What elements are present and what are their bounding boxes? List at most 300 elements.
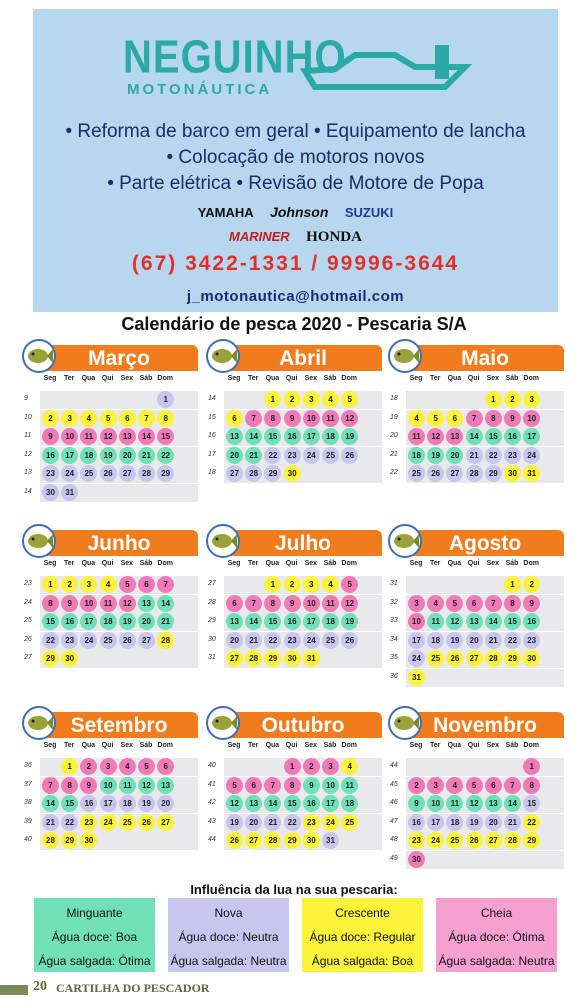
weekday-label: Ter bbox=[430, 742, 441, 749]
weekday-label: Sáb bbox=[505, 560, 519, 567]
day-cell: 20 bbox=[446, 447, 463, 464]
day-cell: 26 bbox=[226, 832, 243, 849]
day-cell: 5 bbox=[341, 576, 358, 593]
weekday-label: Sex bbox=[304, 375, 318, 382]
day-cell: 3 bbox=[303, 576, 320, 593]
week-number: 14 bbox=[24, 488, 32, 495]
day-cell: 23 bbox=[504, 447, 521, 464]
weekday-label: Dom bbox=[341, 375, 357, 382]
day-cell: 23 bbox=[42, 465, 59, 482]
week-number: 27 bbox=[24, 654, 32, 662]
day-cell: 25 bbox=[408, 465, 425, 482]
day-cell: 5 bbox=[138, 758, 155, 775]
week-number: 25 bbox=[24, 617, 32, 625]
week-row-background bbox=[406, 851, 564, 869]
day-cell: 1 bbox=[42, 576, 59, 593]
week-number: 48 bbox=[390, 836, 398, 844]
brands-row-1 bbox=[33, 204, 558, 222]
day-cell: 29 bbox=[523, 832, 540, 849]
day-cell: 24 bbox=[100, 814, 117, 831]
weekday-label: Sex bbox=[120, 375, 134, 382]
day-cell: 9 bbox=[408, 795, 425, 812]
weekday-label: Dom bbox=[523, 375, 539, 382]
day-cell: 13 bbox=[226, 428, 243, 445]
day-cell: 3 bbox=[303, 391, 320, 408]
legend-title: Influência da lua na sua pescaria: bbox=[190, 882, 398, 897]
day-cell: 8 bbox=[284, 777, 301, 794]
weekday-label: Qui bbox=[101, 375, 114, 382]
day-cell: 15 bbox=[264, 428, 281, 445]
weekday-label: Qua bbox=[447, 375, 462, 382]
weekday-label: Seg bbox=[227, 375, 241, 382]
week-number: 40 bbox=[24, 836, 32, 844]
month-name: Outubro bbox=[224, 712, 382, 738]
day-cell: 16 bbox=[523, 613, 540, 630]
day-cell: 22 bbox=[504, 632, 521, 649]
day-cell: 6 bbox=[226, 410, 243, 427]
legend-doce: Água doce: Boa bbox=[51, 930, 138, 944]
day-cell: 16 bbox=[284, 428, 301, 445]
day-cell: 24 bbox=[61, 465, 78, 482]
weekday-label: Ter bbox=[248, 560, 259, 567]
day-cell: 25 bbox=[80, 465, 97, 482]
weekday-label: Seg bbox=[409, 742, 423, 749]
weekday-label: Sex bbox=[486, 375, 500, 382]
day-cell: 2 bbox=[80, 758, 97, 775]
day-cell: 12 bbox=[119, 595, 136, 612]
week-number: 28 bbox=[208, 598, 216, 606]
day-cell: 11 bbox=[80, 428, 97, 445]
day-cell: 27 bbox=[119, 465, 136, 482]
week-row-background bbox=[406, 758, 564, 776]
day-cell: 24 bbox=[303, 447, 320, 464]
day-cell: 8 bbox=[504, 595, 521, 612]
day-cell: 18 bbox=[119, 795, 136, 812]
day-cell: 10 bbox=[61, 428, 78, 445]
day-cell: 13 bbox=[485, 795, 502, 812]
day-cell: 5 bbox=[226, 777, 243, 794]
week-number: 49 bbox=[390, 855, 398, 862]
week-number: 37 bbox=[24, 780, 32, 788]
weekday-label: Dom bbox=[157, 375, 173, 382]
day-cell: 23 bbox=[523, 632, 540, 649]
day-cell: 8 bbox=[264, 410, 281, 427]
day-cell: 30 bbox=[61, 650, 78, 667]
weekday-label: Sáb bbox=[323, 375, 337, 382]
weekday-label: Ter bbox=[430, 375, 441, 382]
day-cell: 13 bbox=[138, 595, 155, 612]
day-cell: 6 bbox=[485, 777, 502, 794]
day-cell: 15 bbox=[284, 795, 301, 812]
day-cell: 13 bbox=[446, 428, 463, 445]
day-cell: 10 bbox=[303, 595, 320, 612]
day-cell: 30 bbox=[303, 832, 320, 849]
day-cell: 12 bbox=[138, 777, 155, 794]
week-number: 40 bbox=[208, 762, 216, 769]
day-cell: 15 bbox=[61, 795, 78, 812]
day-cell: 8 bbox=[42, 595, 59, 612]
day-cell: 26 bbox=[119, 632, 136, 649]
day-cell: 30 bbox=[284, 650, 301, 667]
day-cell: 17 bbox=[303, 428, 320, 445]
day-cell: 1 bbox=[485, 391, 502, 408]
day-cell: 22 bbox=[42, 632, 59, 649]
service-line-1: • Reforma de barco em geral • Equipamento de lancha bbox=[65, 121, 526, 142]
day-cell: 11 bbox=[408, 428, 425, 445]
weekday-label: Seg bbox=[227, 560, 241, 567]
day-cell: 4 bbox=[119, 758, 136, 775]
weekday-label: Sex bbox=[304, 560, 318, 567]
day-cell: 21 bbox=[466, 447, 483, 464]
day-cell: 11 bbox=[119, 777, 136, 794]
day-cell: 23 bbox=[303, 814, 320, 831]
weekday-label: Seg bbox=[43, 560, 57, 567]
day-cell: 8 bbox=[264, 595, 281, 612]
weekday-label: Ter bbox=[64, 375, 75, 382]
weekday-label: Ter bbox=[430, 560, 441, 567]
day-cell: 24 bbox=[523, 447, 540, 464]
day-cell: 26 bbox=[341, 447, 358, 464]
day-cell: 19 bbox=[341, 613, 358, 630]
legend-phase: Nova bbox=[214, 906, 243, 920]
day-cell: 11 bbox=[100, 595, 117, 612]
day-cell: 2 bbox=[284, 576, 301, 593]
brand-yamaha: YAMAHA bbox=[197, 205, 254, 220]
weekday-label: Sex bbox=[120, 742, 134, 749]
weekday-label: Seg bbox=[43, 375, 57, 382]
day-cell: 8 bbox=[157, 410, 174, 427]
legend-phase: Crescente bbox=[335, 906, 390, 920]
week-number: 27 bbox=[208, 580, 216, 587]
day-cell: 16 bbox=[303, 795, 320, 812]
week-number: 39 bbox=[24, 817, 32, 825]
day-cell: 16 bbox=[61, 613, 78, 630]
week-number: 34 bbox=[390, 635, 398, 643]
brands-row-2 bbox=[33, 228, 558, 246]
day-cell: 21 bbox=[264, 814, 281, 831]
weekday-label: Dom bbox=[157, 742, 173, 749]
month-name: Julho bbox=[224, 530, 382, 556]
fish-icon bbox=[388, 339, 422, 373]
day-cell: 21 bbox=[42, 814, 59, 831]
week-row-background bbox=[40, 391, 198, 409]
week-number: 23 bbox=[24, 580, 32, 587]
day-cell: 3 bbox=[80, 576, 97, 593]
day-cell: 15 bbox=[42, 613, 59, 630]
day-cell: 15 bbox=[523, 795, 540, 812]
footer-bar bbox=[0, 985, 28, 995]
day-cell: 17 bbox=[523, 428, 540, 445]
month-block bbox=[206, 712, 382, 870]
legend-salgada: Água salgada: Neutra bbox=[438, 954, 555, 968]
day-cell: 2 bbox=[504, 391, 521, 408]
day-cell: 14 bbox=[504, 795, 521, 812]
day-cell: 26 bbox=[446, 650, 463, 667]
day-cell: 28 bbox=[504, 832, 521, 849]
service-line-3: • Parte elétrica • Revisão de Motore de Popa bbox=[107, 173, 484, 194]
day-cell: 16 bbox=[42, 447, 59, 464]
day-cell: 27 bbox=[446, 465, 463, 482]
day-cell: 29 bbox=[42, 650, 59, 667]
day-cell: 12 bbox=[446, 613, 463, 630]
week-number: 30 bbox=[208, 635, 216, 643]
day-cell: 15 bbox=[504, 613, 521, 630]
day-cell: 31 bbox=[523, 465, 540, 482]
weekday-label: Dom bbox=[157, 560, 173, 567]
day-cell: 31 bbox=[303, 650, 320, 667]
advertisement-banner bbox=[33, 9, 558, 312]
day-cell: 28 bbox=[264, 832, 281, 849]
day-cell: 6 bbox=[119, 410, 136, 427]
day-cell: 10 bbox=[322, 777, 339, 794]
month-name: Novembro bbox=[406, 712, 564, 738]
day-cell: 7 bbox=[245, 410, 262, 427]
day-cell: 25 bbox=[119, 814, 136, 831]
day-cell: 13 bbox=[466, 613, 483, 630]
week-number: 44 bbox=[208, 836, 216, 844]
week-number: 32 bbox=[390, 598, 398, 606]
day-cell: 11 bbox=[341, 777, 358, 794]
day-cell: 14 bbox=[138, 428, 155, 445]
week-number: 16 bbox=[208, 432, 216, 440]
day-cell: 12 bbox=[341, 595, 358, 612]
day-cell: 19 bbox=[466, 814, 483, 831]
day-cell: 20 bbox=[157, 795, 174, 812]
month-name: Maio bbox=[406, 345, 564, 371]
day-cell: 28 bbox=[245, 650, 262, 667]
day-cell: 26 bbox=[427, 465, 444, 482]
day-cell: 18 bbox=[80, 447, 97, 464]
day-cell: 19 bbox=[100, 447, 117, 464]
week-number: 18 bbox=[208, 469, 216, 477]
email-address: j_motonautica@hotmail.com bbox=[186, 288, 405, 305]
weekday-label: Sáb bbox=[139, 742, 153, 749]
day-cell: 3 bbox=[523, 391, 540, 408]
week-number: 26 bbox=[24, 635, 32, 643]
day-cell: 20 bbox=[466, 632, 483, 649]
day-cell: 4 bbox=[80, 410, 97, 427]
day-cell: 9 bbox=[284, 410, 301, 427]
day-cell: 7 bbox=[504, 777, 521, 794]
day-cell: 16 bbox=[504, 428, 521, 445]
weekday-label: Dom bbox=[341, 560, 357, 567]
day-cell: 14 bbox=[245, 428, 262, 445]
day-cell: 10 bbox=[100, 777, 117, 794]
calendar-title: Calendário de pesca 2020 - Pescaria S/A bbox=[121, 314, 467, 334]
day-cell: 10 bbox=[303, 410, 320, 427]
weekday-label: Dom bbox=[341, 742, 357, 749]
day-cell: 14 bbox=[157, 595, 174, 612]
day-cell: 15 bbox=[264, 613, 281, 630]
day-cell: 16 bbox=[80, 795, 97, 812]
fish-icon bbox=[22, 524, 56, 558]
day-cell: 21 bbox=[245, 632, 262, 649]
fish-icon bbox=[388, 524, 422, 558]
day-cell: 25 bbox=[341, 814, 358, 831]
brand-honda: HONDA bbox=[306, 229, 362, 245]
weekday-label: Seg bbox=[227, 742, 241, 749]
weekday-label: Qua bbox=[81, 742, 96, 749]
brand-johnson: Johnson bbox=[270, 204, 329, 220]
day-cell: 24 bbox=[408, 650, 425, 667]
day-cell: 13 bbox=[245, 795, 262, 812]
week-number: 14 bbox=[208, 395, 216, 402]
day-cell: 9 bbox=[523, 595, 540, 612]
legend-box bbox=[34, 898, 155, 972]
week-number: 24 bbox=[24, 598, 32, 606]
day-cell: 29 bbox=[264, 465, 281, 482]
day-cell: 17 bbox=[80, 613, 97, 630]
day-cell: 30 bbox=[80, 832, 97, 849]
day-cell: 22 bbox=[523, 814, 540, 831]
legend-phase: Minguante bbox=[66, 906, 123, 920]
day-cell: 27 bbox=[485, 832, 502, 849]
day-cell: 13 bbox=[119, 428, 136, 445]
day-cell: 24 bbox=[80, 632, 97, 649]
day-cell: 28 bbox=[245, 465, 262, 482]
day-cell: 8 bbox=[61, 777, 78, 794]
weekday-label: Ter bbox=[248, 742, 259, 749]
day-cell: 3 bbox=[61, 410, 78, 427]
day-cell: 9 bbox=[303, 777, 320, 794]
day-cell: 8 bbox=[523, 777, 540, 794]
week-number: 20 bbox=[390, 432, 398, 440]
week-row-background bbox=[406, 669, 564, 687]
month-block bbox=[388, 345, 564, 503]
day-cell: 10 bbox=[523, 410, 540, 427]
day-cell: 26 bbox=[466, 832, 483, 849]
day-cell: 12 bbox=[427, 428, 444, 445]
day-cell: 17 bbox=[100, 795, 117, 812]
week-number: 13 bbox=[24, 469, 32, 477]
week-number: 21 bbox=[390, 450, 398, 458]
footer-title: CARTILHA DO PESCADOR bbox=[56, 981, 210, 995]
week-number: 10 bbox=[24, 413, 32, 421]
day-cell: 26 bbox=[100, 465, 117, 482]
day-cell: 20 bbox=[119, 447, 136, 464]
week-number: 41 bbox=[208, 780, 216, 788]
day-cell: 1 bbox=[61, 758, 78, 775]
day-cell: 20 bbox=[138, 613, 155, 630]
day-cell: 7 bbox=[42, 777, 59, 794]
week-number: 43 bbox=[208, 817, 216, 825]
weekday-label: Seg bbox=[409, 375, 423, 382]
day-cell: 15 bbox=[157, 428, 174, 445]
weekday-label: Qua bbox=[265, 375, 280, 382]
week-number: 35 bbox=[390, 654, 398, 662]
day-cell: 20 bbox=[245, 814, 262, 831]
weekday-label: Sáb bbox=[505, 375, 519, 382]
day-cell: 11 bbox=[427, 613, 444, 630]
weekday-label: Ter bbox=[248, 375, 259, 382]
week-number: 46 bbox=[390, 799, 398, 807]
day-cell: 27 bbox=[466, 650, 483, 667]
week-number: 31 bbox=[390, 580, 398, 587]
day-cell: 5 bbox=[119, 576, 136, 593]
day-cell: 8 bbox=[485, 410, 502, 427]
day-cell: 4 bbox=[322, 576, 339, 593]
weekday-label: Dom bbox=[523, 560, 539, 567]
day-cell: 3 bbox=[427, 777, 444, 794]
weekday-label: Qui bbox=[285, 375, 298, 382]
weekday-label: Qua bbox=[81, 560, 96, 567]
weekday-label: Sáb bbox=[323, 742, 337, 749]
day-cell: 2 bbox=[42, 410, 59, 427]
day-cell: 4 bbox=[446, 777, 463, 794]
day-cell: 18 bbox=[322, 613, 339, 630]
day-cell: 30 bbox=[523, 650, 540, 667]
day-cell: 23 bbox=[408, 832, 425, 849]
day-cell: 2 bbox=[303, 758, 320, 775]
week-number: 44 bbox=[390, 762, 398, 769]
day-cell: 29 bbox=[157, 465, 174, 482]
day-cell: 6 bbox=[245, 777, 262, 794]
day-cell: 27 bbox=[157, 814, 174, 831]
day-cell: 19 bbox=[427, 447, 444, 464]
day-cell: 17 bbox=[303, 613, 320, 630]
weekday-label: Seg bbox=[43, 742, 57, 749]
day-cell: 7 bbox=[466, 410, 483, 427]
day-cell: 22 bbox=[157, 447, 174, 464]
weekday-label: Sáb bbox=[139, 375, 153, 382]
day-cell: 5 bbox=[427, 410, 444, 427]
weekday-label: Qua bbox=[265, 742, 280, 749]
month-name: Abril bbox=[224, 345, 382, 371]
weekday-label: Sex bbox=[486, 560, 500, 567]
day-cell: 10 bbox=[408, 613, 425, 630]
day-cell: 3 bbox=[322, 758, 339, 775]
week-number: 36 bbox=[24, 762, 32, 769]
day-cell: 20 bbox=[485, 814, 502, 831]
weekday-label: Ter bbox=[64, 560, 75, 567]
day-cell: 29 bbox=[485, 465, 502, 482]
day-cell: 28 bbox=[485, 650, 502, 667]
day-cell: 11 bbox=[446, 795, 463, 812]
day-cell: 13 bbox=[157, 777, 174, 794]
day-cell: 28 bbox=[138, 465, 155, 482]
day-cell: 30 bbox=[42, 484, 59, 501]
day-cell: 9 bbox=[42, 428, 59, 445]
day-cell: 4 bbox=[341, 758, 358, 775]
week-number: 31 bbox=[208, 654, 216, 662]
day-cell: 9 bbox=[504, 410, 521, 427]
day-cell: 28 bbox=[466, 465, 483, 482]
day-cell: 24 bbox=[303, 632, 320, 649]
day-cell: 14 bbox=[42, 795, 59, 812]
day-cell: 18 bbox=[427, 632, 444, 649]
day-cell: 12 bbox=[226, 795, 243, 812]
day-cell: 30 bbox=[504, 465, 521, 482]
fish-icon bbox=[206, 706, 240, 740]
weekday-label: Sáb bbox=[139, 560, 153, 567]
day-cell: 19 bbox=[119, 613, 136, 630]
day-cell: 13 bbox=[226, 613, 243, 630]
day-cell: 17 bbox=[427, 814, 444, 831]
day-cell: 25 bbox=[427, 650, 444, 667]
week-number: 45 bbox=[390, 780, 398, 788]
day-cell: 21 bbox=[138, 447, 155, 464]
day-cell: 15 bbox=[485, 428, 502, 445]
week-number: 47 bbox=[390, 817, 398, 825]
brand-subtitle: MOTONÁUTICA bbox=[127, 81, 273, 98]
day-cell: 11 bbox=[322, 410, 339, 427]
day-cell: 6 bbox=[466, 595, 483, 612]
week-number: 9 bbox=[24, 395, 28, 402]
weekday-label: Sex bbox=[120, 560, 134, 567]
day-cell: 18 bbox=[100, 613, 117, 630]
month-name: Junho bbox=[40, 530, 198, 556]
day-cell: 22 bbox=[61, 814, 78, 831]
